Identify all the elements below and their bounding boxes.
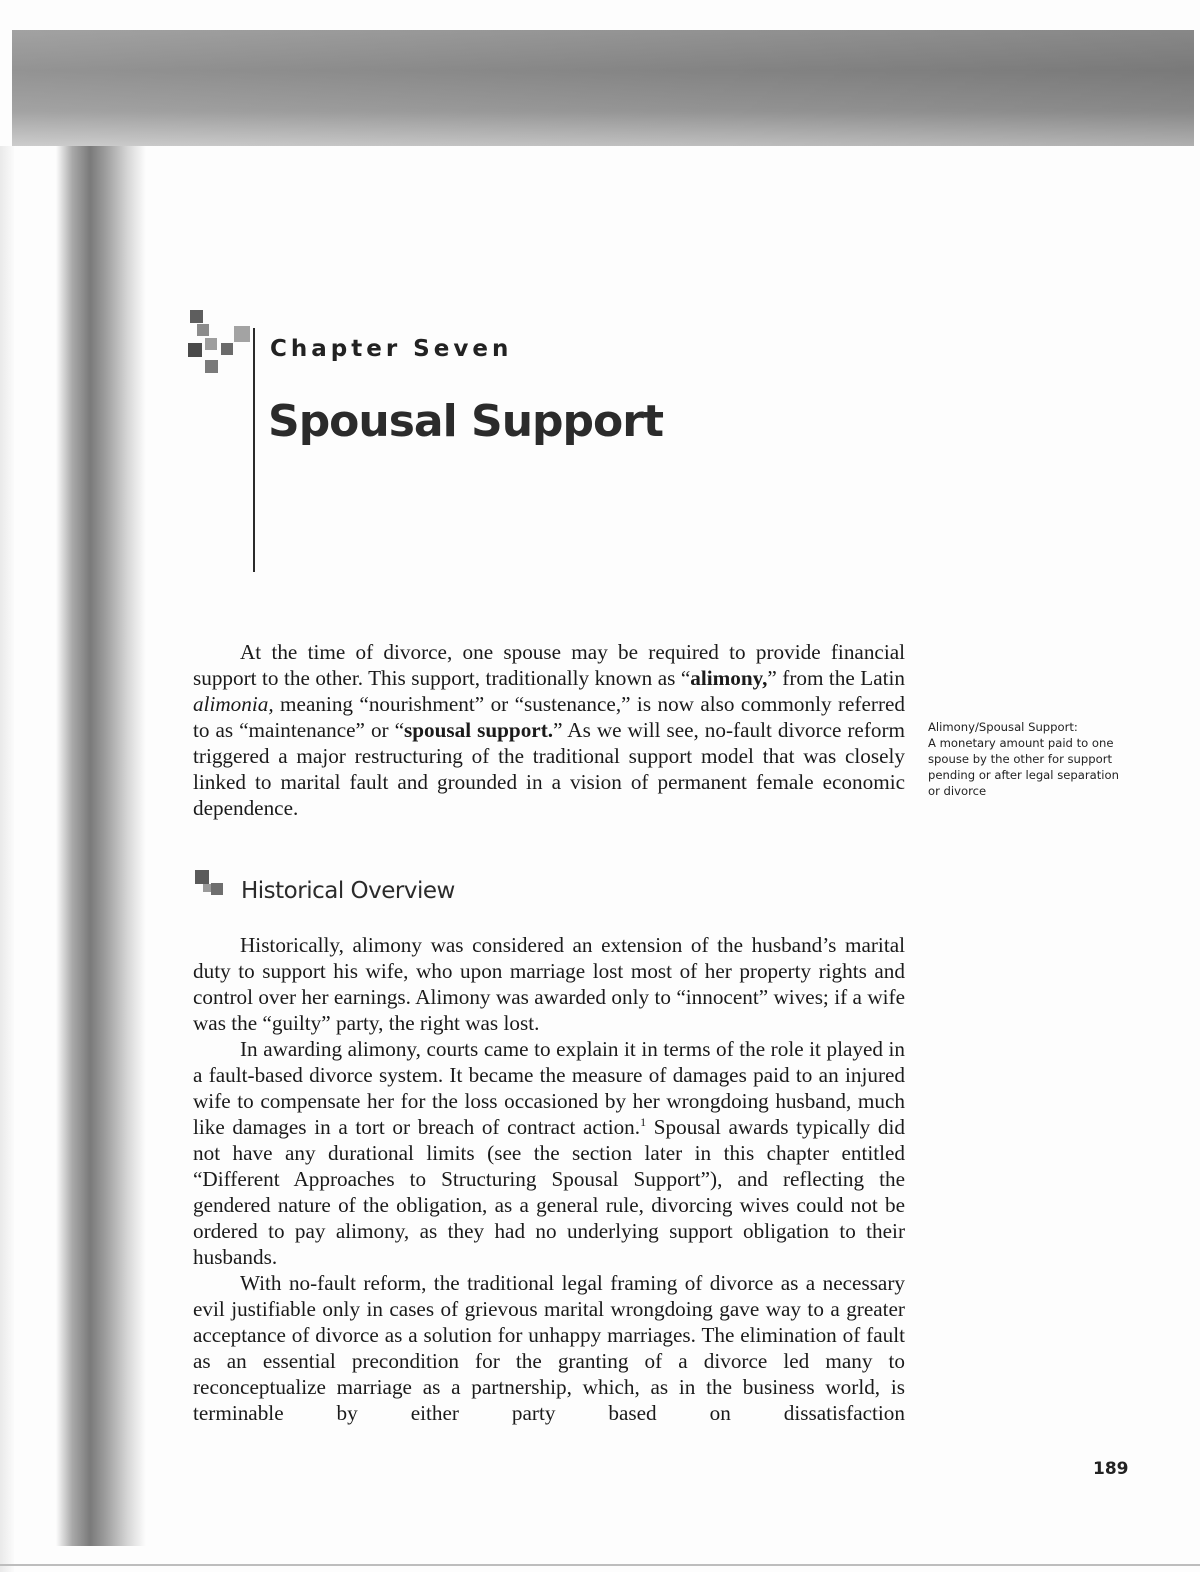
term-alimony: alimony, bbox=[690, 666, 768, 690]
chapter-label: Chapter Seven bbox=[270, 336, 513, 362]
chapter-rule bbox=[253, 328, 255, 572]
margin-definition bbox=[928, 719, 1128, 799]
section-ornament-icon bbox=[195, 870, 229, 900]
scan-edge-bottom bbox=[0, 1564, 1200, 1566]
chapter-title: Spousal Support bbox=[268, 396, 663, 447]
scan-edge-left bbox=[0, 146, 14, 1572]
page-number: 189 bbox=[1093, 1459, 1129, 1479]
section-body bbox=[193, 932, 905, 1426]
latin-term: alimonia, bbox=[193, 692, 274, 716]
intro-text bbox=[193, 639, 905, 821]
footnote-marker[interactable]: 1 bbox=[640, 1114, 647, 1129]
margin-definition-term: Alimony/Spousal Support: bbox=[928, 720, 1078, 734]
section-heading: Historical Overview bbox=[241, 878, 455, 904]
scan-shadow-gutter bbox=[56, 146, 146, 1546]
body-paragraph-3: With no-fault reform, the traditional legal framing of divorce as a necessary evil justifiable only in cases of grievous marital wrongdoing gave way to a greater acceptance of divorce as a solution for unhappy marriages. The elimination of fault as an essential precondition for the granting of a divorce led many to reconceptualize marriage as a partnership, which, as in the business world, is terminable by either party based on dissatisfaction bbox=[193, 1271, 905, 1425]
margin-definition-text: A monetary amount paid to one spouse by the other for support pending or after legal separation or divorce bbox=[928, 736, 1119, 798]
chapter-ornament-icon bbox=[188, 310, 252, 374]
scan-shadow-top bbox=[12, 30, 1194, 146]
term-spousal-support: spousal support. bbox=[404, 718, 554, 742]
intro-paragraph: At the time of divorce, one spouse may be required to provide financial support to the other. This support, traditionally known as “alimony,” from the Latin alimonia, meaning “nourishment” or “sustenance,” is now also commonly referred to as “maintenance” or “spousal support.” As we will see, no-fault divorce reform triggered a major restructuring of the traditional support model that was closely linked to marital fault and grounded in a vision of permanent female economic dependence. bbox=[193, 640, 906, 820]
body-paragraph-2: In awarding alimony, courts came to explain it in terms of the role it played in a fault-based divorce system. It became the measure of damages paid to an injured wife to compensate her for the loss occasioned by her wrongdoing husband, much like damages in a tort or breach of contract action.$^1$ Spousal awards typically did not have any durational limits (see the section later in this chapter entitled “Different Approaches to Structuring Spousal Support”), and reflecting the gendered nature of the obligation, as a general rule, divorcing wives could not be ordered to pay alimony, as they had no underlying support obligation to their husbands. bbox=[193, 1037, 905, 1269]
body-paragraph-1: Historically, alimony was considered an extension of the husband’s marital duty to support his wife, who upon marriage lost most of her property rights and control over her earnings. Alimony was awarded only to “innocent” wives; if a wife was the “guilty” party, the right was lost. bbox=[193, 933, 905, 1035]
